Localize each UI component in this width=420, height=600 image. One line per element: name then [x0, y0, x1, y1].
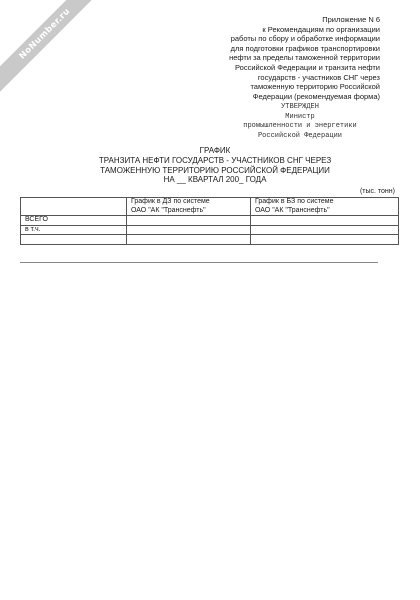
heading-line: ТАМОЖЕННУЮ ТЕРРИТОРИЮ РОССИЙСКОЙ ФЕДЕРАЦИИ	[100, 165, 330, 175]
document-heading	[40, 146, 390, 185]
appendix-line: государств - участников СНГ через	[257, 72, 380, 82]
heading-title: ГРАФИК	[199, 146, 231, 155]
appendix-block	[210, 15, 380, 101]
table-cell	[251, 216, 399, 226]
table-cell	[251, 235, 399, 245]
appendix-line: для подготовки графиков транспортировки	[230, 43, 380, 53]
table-row	[21, 216, 399, 226]
approval-line: Российской Федерации	[257, 131, 342, 140]
footer-divider	[20, 262, 378, 263]
units-label: (тыс. тонн)	[359, 188, 395, 195]
appendix-line: Федерации (рекомендуемая форма)	[252, 91, 380, 101]
appendix-line: таможенную территорию Российской	[250, 82, 380, 92]
heading-line: НА __ КВАРТАЛ 200_ ГОДА	[163, 175, 267, 185]
heading-line: ТРАНЗИТА НЕФТИ ГОСУДАРСТВ - УЧАСТНИКОВ СНГ ЧЕРЕЗ	[98, 155, 332, 165]
table-cell	[127, 216, 251, 226]
table-cell: в т.ч.	[21, 225, 127, 235]
table-header-cell	[127, 198, 251, 216]
table-header-cell	[251, 198, 399, 216]
appendix-line: Приложение N 6	[322, 15, 380, 24]
appendix-line: работы по сбору и обработке информации	[230, 34, 380, 44]
header-line: График в БЗ по системе	[255, 198, 334, 205]
approval-line: Министр	[285, 112, 315, 121]
table-row	[21, 235, 399, 245]
appendix-line: к Рекомендациям по организации	[262, 24, 380, 34]
watermark-ribbon	[0, 0, 111, 100]
table-cell	[127, 225, 251, 235]
approval-block	[230, 103, 370, 141]
table-header-cell	[21, 198, 127, 216]
header-line: ОАО "АК "Транснефть"	[131, 206, 206, 214]
table-cell: ВСЕГО	[21, 216, 127, 226]
appendix-line: нефти за пределы таможенной территории	[229, 53, 380, 63]
table-row	[21, 225, 399, 235]
table-cell	[127, 235, 251, 245]
transit-schedule-table	[20, 197, 399, 245]
table-header-row	[21, 198, 399, 216]
header-line: ОАО "АК "Транснефть"	[255, 206, 330, 214]
appendix-line: Российской Федерации и транзита нефти	[234, 62, 380, 72]
watermark-text: NoNumber.ru	[17, 6, 73, 62]
table-cell	[21, 235, 127, 245]
table-cell	[251, 225, 399, 235]
approval-line: УТВЕРЖДЕН	[281, 103, 319, 111]
approval-line: промышленности и энергетики	[243, 122, 357, 131]
header-line: График в ДЗ по системе	[131, 198, 210, 205]
